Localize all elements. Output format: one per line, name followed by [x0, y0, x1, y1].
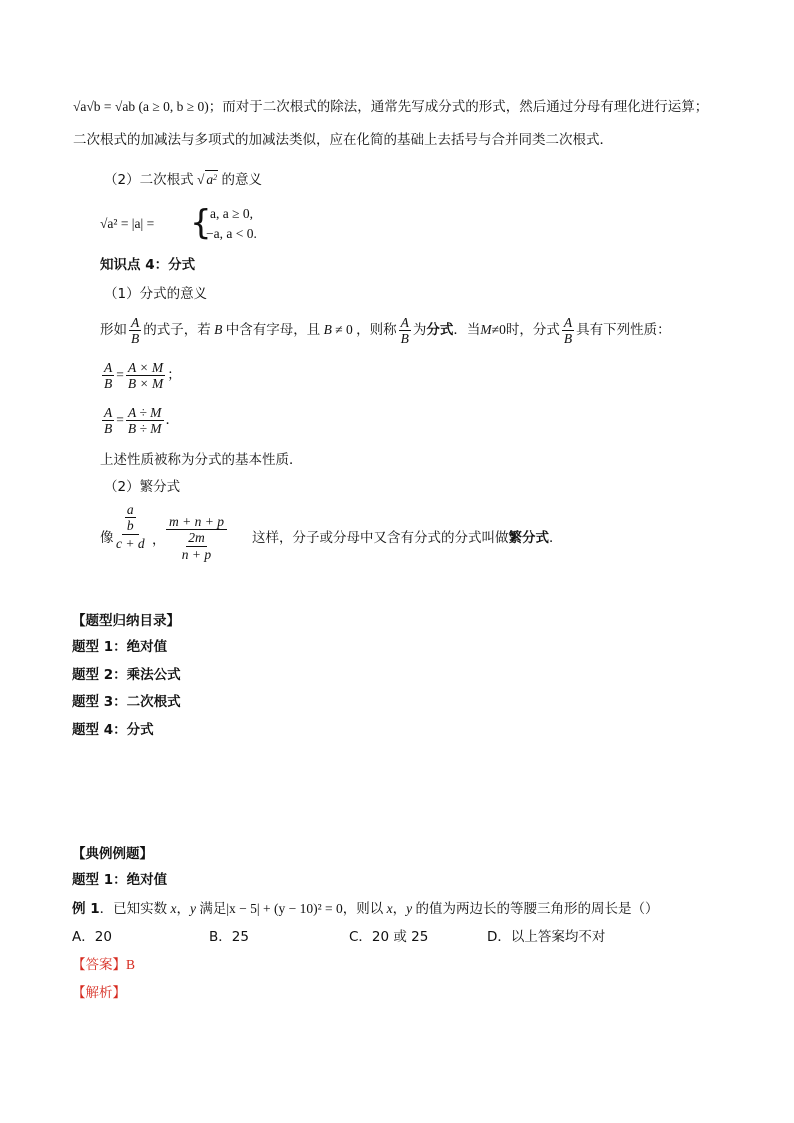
- sqrt-a-squared: √ $a^2$: [193, 172, 218, 187]
- fraction-a-over-b: $\frac{A}{B}$: [131, 314, 140, 346]
- catalog-title: 【题型归纳目录】: [72, 613, 180, 629]
- division-text: ；而对于二次根式的除法，通常先写成分式的形式，然后通过分母有理化进行运算；: [208, 99, 709, 115]
- complex-sep: ，: [152, 532, 166, 548]
- answer-line: [72, 956, 135, 974]
- catalog-item-1: 题型 1：绝对值: [72, 639, 168, 655]
- answer-label: 【答案】: [72, 957, 126, 973]
- analysis-label: 【解析】: [72, 985, 126, 1001]
- sqrt-product-line: [73, 98, 708, 116]
- complex-post1: 这样，分子或分母中又含有分式的分式叫做: [252, 530, 509, 546]
- answer-value: B: [126, 957, 136, 972]
- catalog-item-2: 题型 2：乘法公式: [72, 667, 181, 683]
- abs-case-2: −a, a < 0.: [206, 226, 257, 241]
- def-t3: 中含有字母，且: [225, 322, 321, 338]
- def-t4: ，则称: [356, 322, 397, 338]
- fraction-definition-line: 形如 $\frac{A}{B}$ 的式子，若 B 中含有字母，且 B ≠ 0 ，则称 $\frac{A}{B}$ 为分式．当M≠0时，分式 $\frac{A}{B}$ 具有下列性质：: [100, 314, 671, 346]
- catalog-item-4: 题型 4：分式: [72, 722, 154, 738]
- def-t1: 形如: [100, 322, 127, 338]
- def-t8: 具有下列性质：: [576, 322, 671, 338]
- fraction-a-over-b-2: $\frac{A}{B}$: [400, 314, 409, 346]
- def-t6: ．当: [453, 322, 481, 338]
- example-1: 例 1．已知实数 x，y 满足|x − 5| + (y − 10)² = 0，则以 x，y 的值为两边长的等腰三角形的周长是（）: [72, 901, 659, 917]
- kp4-section-1: （1）分式的意义: [104, 286, 208, 302]
- complex-term: 繁分式: [508, 530, 549, 546]
- example-1-mid2: ，则以: [342, 901, 384, 917]
- brace-icon: {: [190, 203, 212, 243]
- complex-fraction-2: m + n + p 2m n + p: [166, 515, 227, 563]
- addition-rule-text: 二次根式的加减法与多项式的加减法类似，应在化简的基础上去括号与合并同类二次根式．: [73, 132, 613, 148]
- property-1-tail: ；: [167, 367, 181, 383]
- example-1-question: 的值为两边长的等腰三角形的周长是（）: [415, 901, 659, 917]
- complex-post2: ．: [549, 530, 563, 546]
- catalog-item-3: 题型 3：二次根式: [72, 694, 181, 710]
- sqrt-product-formula: √a√b = √ab (a ≥ 0, b ≥ 0): [73, 99, 209, 114]
- kp4-title: 知识点 4：分式: [100, 257, 196, 273]
- abs-definition-lhs: √a² = |a| =: [100, 216, 155, 231]
- def-t7: 时，分式: [505, 322, 560, 338]
- examples-title: 【典例例题】: [72, 846, 153, 862]
- section-2-heading: [104, 170, 262, 189]
- choice-a: A．20: [72, 929, 112, 945]
- def-fraction-term: 分式: [426, 322, 454, 338]
- choice-c: C．20 或 25: [349, 929, 429, 945]
- section-2-post: 的意义: [221, 172, 263, 188]
- def-t2: 的式子，若: [143, 322, 211, 338]
- section-2-pre: （2）二次根式: [104, 172, 194, 188]
- choice-b: B．25: [209, 929, 249, 945]
- abs-case-1: a, a ≥ 0,: [210, 206, 254, 221]
- kp4-section-2: （2）繁分式: [104, 479, 181, 495]
- example-1-mid: 满足: [199, 901, 227, 917]
- example-1-equation: |x − 5| + (y − 10)² = 0: [226, 901, 343, 916]
- def-t5: 为: [412, 322, 427, 338]
- property-2: $\frac{A}{B}$ = $\frac{A \div M}{B \div M}$ ．: [104, 404, 180, 436]
- type1-title: 题型 1：绝对值: [72, 872, 168, 888]
- complex-fraction-1: a b c + d: [116, 502, 145, 551]
- fraction-a-over-b-3: $\frac{A}{B}$: [563, 314, 573, 346]
- property-1: $\frac{A}{B}$ = $\frac{A \times M}{B \times M}$ ；: [104, 359, 181, 391]
- property-2-tail: ．: [165, 412, 180, 428]
- basic-property-text: 上述性质被称为分式的基本性质．: [100, 452, 303, 468]
- choice-d: D．以上答案均不对: [487, 929, 606, 945]
- example-1-label: 例 1: [72, 901, 100, 917]
- example-1-pre: ．已知实数: [99, 901, 168, 917]
- complex-pre: 像: [100, 530, 114, 546]
